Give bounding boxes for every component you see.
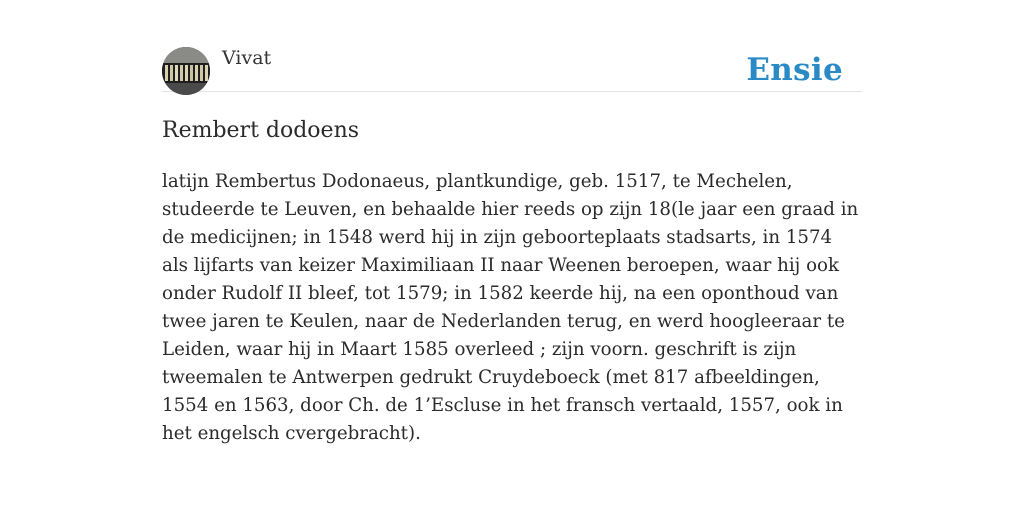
article-body: latijn Rembertus Dodonaeus, plantkundige, geb. 1517, te Mechelen, studeerde te Leuven, en behaalde hier reeds op zijn 18(le jaar een graad in de medicijnen; in 1548 werd hij in zijn geboorteplaats stadsarts, in 1574 als lijfarts van keizer Maximiliaan II naar Weenen beroepen, waar hij ook onder Rudolf II bleef, tot 1579; in 1582 keerde hij, na een oponthoud van twee jaren te Keulen, naar de Nederlanden terug, en werd hoogleeraar te Leiden, waar hij in Maart 1585 overleed ; zijn voorn. geschrift is zijn tweemalen te Antwerpen gedrukt Cruydeboeck (met 817 afbeeldingen, 1554 en 1563, door Ch. de 1’Escluse in het fransch vertaald, 1557, ook in het engelsch cvergebracht). — [162, 171, 859, 444]
page-title: Rembert dodoens — [162, 118, 360, 143]
author-avatar[interactable] — [162, 47, 210, 95]
author-link[interactable]: Vivat — [222, 47, 272, 69]
header — [162, 46, 862, 92]
books-avatar-icon — [162, 47, 210, 95]
ensie-logo[interactable]: Ensie — [746, 52, 843, 88]
page-container — [162, 46, 862, 444]
